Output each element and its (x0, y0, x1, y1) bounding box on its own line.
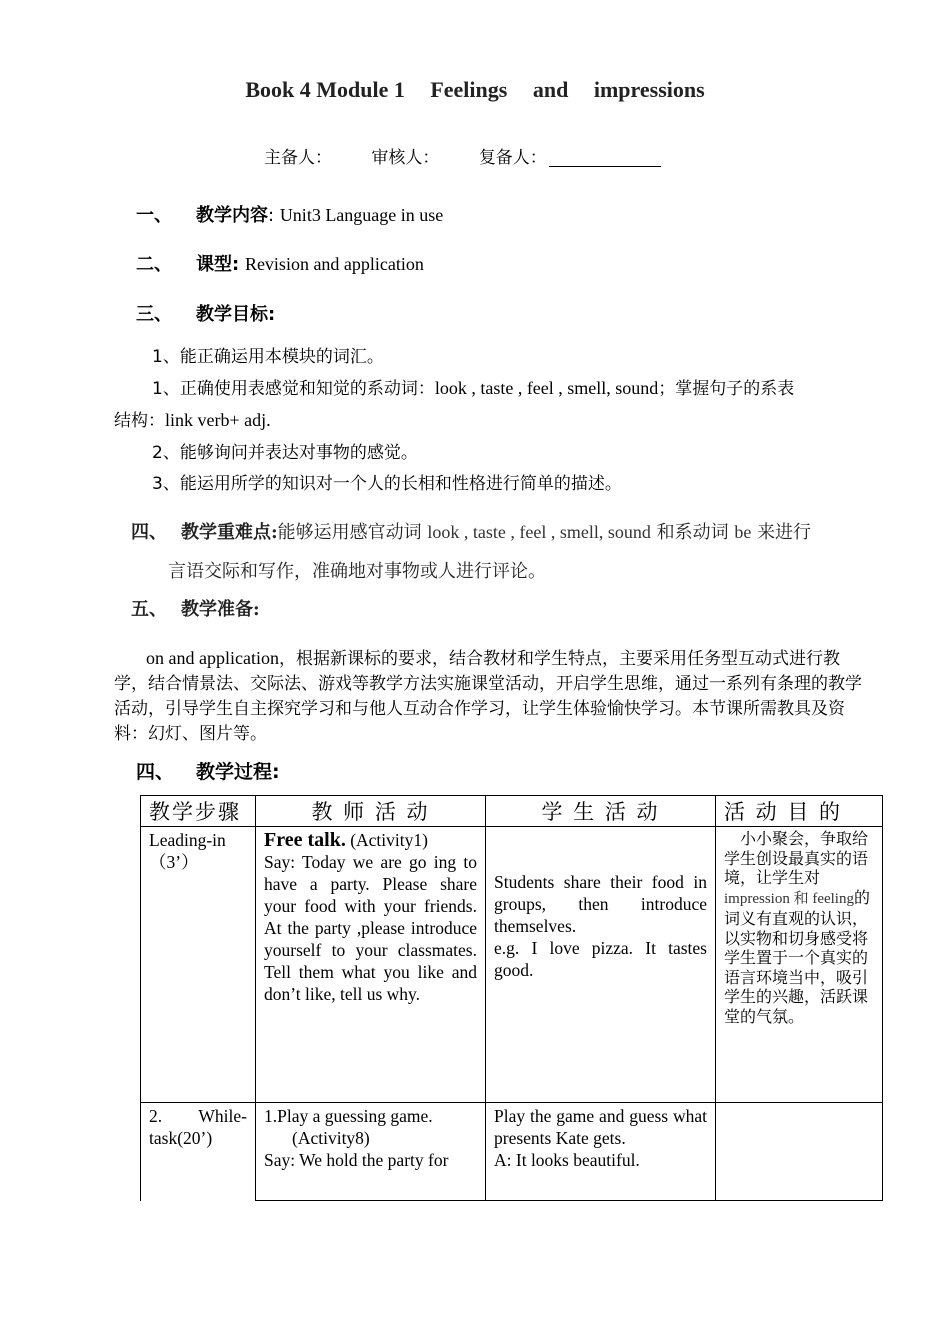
title-word-and: and (532, 77, 569, 102)
header-student: 学 生 活 动 (486, 796, 716, 827)
title-word-impressions: impressions (593, 77, 705, 102)
teacher-line3: Say: We hold the party for (264, 1150, 449, 1170)
objective-2-cont (114, 406, 271, 431)
title-book: Book 4 Module 1 (245, 77, 405, 102)
paragraph-en: on and application (146, 648, 279, 668)
objective-1: 1、能正确运用本模块的词汇。 (152, 347, 384, 367)
key-points-number: 四、 (131, 522, 167, 543)
document-title (0, 77, 950, 103)
objective-4: 3、能运用所学的知识对一个人的长相和性格进行简单的描述。 (152, 474, 622, 494)
objective-2-structure: link verb+ adj. (165, 410, 271, 430)
re-preparer-blank (549, 148, 661, 167)
key-points-verbs: look , taste , feel , smell, sound (427, 522, 651, 542)
key-points-line2: 言语交际和写作，准确地对事物或人进行评论。 (168, 561, 546, 582)
step-label: Leading-in (149, 830, 226, 850)
student-line1: Play the game and guess what presents Kate gets. (494, 1106, 707, 1148)
objective-3: 2、能够询问并表达对事物的感觉。 (152, 443, 418, 463)
student-example: e.g. I love pizza. It tastes good. (494, 938, 707, 980)
section-number: 三、 (136, 304, 172, 325)
student-cell (486, 1103, 716, 1201)
activity-label: (Activity1) (345, 830, 428, 850)
key-points-text: 能够运用感官动词 (277, 522, 422, 543)
key-points-be: be (734, 522, 752, 542)
student-line2: A: It looks beautiful. (494, 1150, 640, 1170)
paragraph-text: ，根据新课标的要求，结合教材和学生特点，主要采用任务型互动式进行教学，结合情景法、交际法、游戏等教学方法实施课堂活动，开启学生思维，通过一系列有条理的教学活动，引导学生自主探究学习和与他人互动合作学习，让学生体验愉快学习。本节课所需教具及资料：幻灯、图片等。 (114, 649, 862, 744)
table-row (141, 1103, 883, 1201)
objective-2-tail: ；掌握句子的系表 (658, 379, 795, 399)
header-purpose: 活 动 目 的 (716, 796, 883, 827)
purpose-cell (716, 827, 883, 1103)
objective-2 (152, 374, 794, 399)
section-preparation (131, 595, 260, 621)
section-heading: 教学目标: (196, 304, 276, 325)
student-cell (486, 827, 716, 1103)
table-header-row (141, 796, 883, 827)
purpose-text: 小小聚会，争取给学生创设最真实的语境，让学生对 (724, 829, 869, 887)
purpose-en: impression 和 feeling (724, 890, 854, 907)
section-value: Revision and application (244, 254, 424, 274)
objective-2-structure-label: 结构： (114, 411, 165, 431)
key-points (131, 518, 811, 544)
purpose-cell (716, 1103, 883, 1201)
section-colon: : (268, 205, 275, 226)
key-points-heading: 教学重难点: (181, 522, 278, 543)
section-lesson-type (136, 250, 424, 276)
section-process (136, 757, 280, 784)
section-content (136, 201, 443, 227)
key-points-text3: 来进行 (757, 522, 812, 543)
objective-2-text: 1、正确使用表感觉和知觉的系动词： (152, 379, 435, 399)
main-preparer-label: 主备人： (264, 148, 332, 168)
teacher-line2: (Activity8) (292, 1128, 370, 1148)
key-points-text2: 和系动词 (656, 522, 729, 543)
re-preparer-label: 复备人： (478, 148, 547, 168)
section-objectives (136, 300, 275, 326)
header-step: 教学步骤 (141, 796, 256, 827)
title-word-feelings: Feelings (430, 77, 508, 102)
section-number: 二、 (136, 254, 172, 275)
teacher-line1: 1.Play a guessing game. (264, 1106, 433, 1126)
prep-number: 五、 (131, 599, 167, 620)
lesson-process-table (140, 795, 883, 1201)
teacher-cell (256, 1103, 486, 1201)
student-text: Students share their food in groups, then introduce themselves. (494, 872, 707, 936)
reviewer-label: 审核人： (371, 148, 440, 168)
purpose-text2: 的词义有直观的认识，以实物和切身感受将学生置于一个真实的语言环境当中，吸引学生的兴趣，活跃课堂的气氛。 (724, 887, 870, 1026)
section-heading: 课型: (196, 254, 240, 275)
process-number: 四、 (136, 761, 175, 783)
objective-2-verbs: look , taste , feel , smell, sound (434, 378, 659, 398)
process-heading: 教学过程: (196, 761, 280, 783)
teacher-text: Say: Today we are go ing to have a party. Please share your food with your friends. At the party ,please introduce yourself to your classmates. Tell them what you like and don’t like, tell us why. (264, 852, 477, 1004)
section-heading: 教学内容 (196, 205, 268, 226)
table-row (141, 827, 883, 1103)
preparers-line (264, 143, 695, 168)
free-talk-label: Free talk. (264, 829, 346, 851)
header-teacher: 教 师 活 动 (256, 796, 486, 827)
step-cell (141, 827, 256, 1103)
section-number: 一、 (136, 205, 172, 226)
section-value: Unit3 Language in use (279, 205, 444, 225)
prep-heading: 教学准备: (181, 599, 260, 620)
step-time: （3’） (149, 852, 199, 872)
teacher-cell (256, 827, 486, 1103)
step-cell: 2. While-task(20’) (141, 1103, 256, 1201)
method-paragraph (114, 646, 864, 747)
